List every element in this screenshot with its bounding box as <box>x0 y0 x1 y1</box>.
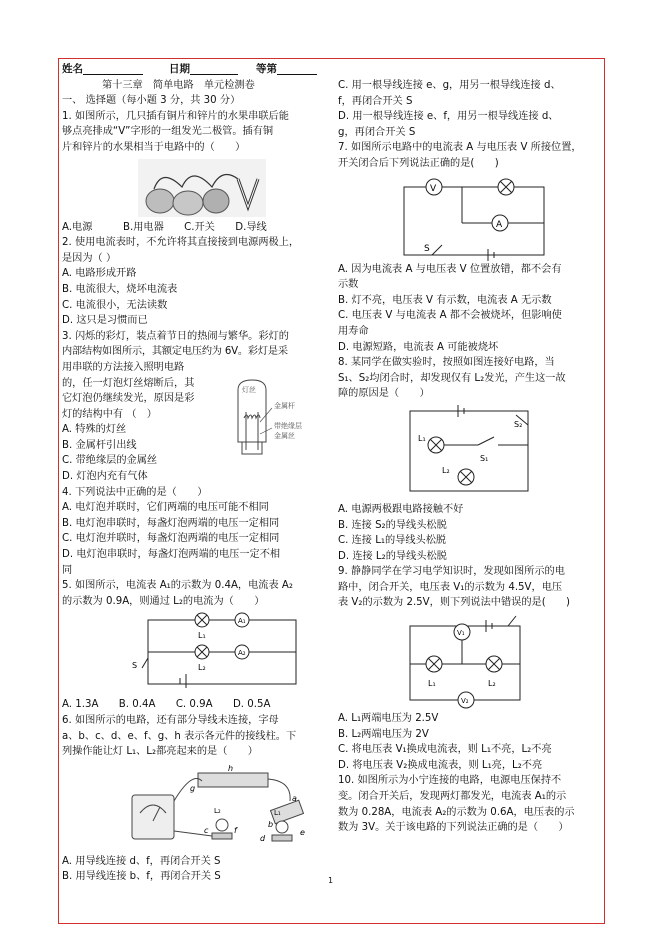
fig-label: L₁ <box>198 631 206 641</box>
q5-options: A. 1.3A B. 0.4A C. 0.9A D. 0.5A <box>62 699 271 711</box>
fig-label: 金属丝 <box>274 431 295 440</box>
fig-label: d <box>260 833 266 843</box>
q7-option: C. 电压表 V 与电流表 A 都不会被烧坏，但影响使 <box>338 310 562 322</box>
q9-option: A. L₁两端电压为 2.5V <box>338 713 439 725</box>
q8-option: D. 连接 L₂的导线头松脱 <box>338 550 447 562</box>
q10-line: 10. 如图所示为小宁连接的电路，电源电压保持不 <box>338 775 562 787</box>
q9-option: C. 将电压表 V₁换成电流表，则 L₁不亮，L₂不亮 <box>338 744 552 756</box>
q10-line: 数为 3V。关于该电路的下列说法正确的是（ ） <box>338 822 569 834</box>
q8-option: B. 连接 S₂的导线头松脱 <box>338 519 447 531</box>
fig-label: A <box>496 219 503 230</box>
fig-label: A₂ <box>238 649 246 658</box>
q8-option: A. 电源两极跟电路接触不好 <box>338 503 464 515</box>
left-column <box>62 62 330 885</box>
fig-label: A₁ <box>238 617 246 626</box>
grade-blank <box>277 62 317 75</box>
q3-option: A. 特殊的灯丝 <box>62 424 127 436</box>
fig-label: V <box>430 183 437 194</box>
q1-line: 1. 如图所示，几只插有铜片和锌片的水果串联后能 <box>62 110 289 122</box>
q6-line: a、b、c、d、e、f、g、h 表示各元件的接线柱。下 <box>62 730 297 742</box>
q6-option: B. 用导线连接 b、f，再闭合开关 S <box>62 871 221 883</box>
fig-label: f <box>234 825 237 835</box>
q6-line: 列操作能让灯 L₁、L₂都亮起来的是（ ） <box>62 746 258 758</box>
fig-label: V₁ <box>457 629 465 638</box>
q6-line: 6. 如图所示的电路，还有部分导线未连接，字母 <box>62 715 279 726</box>
q1-line: 够点亮排成“V”字形的一组发光二极管。插有铜 <box>62 126 274 138</box>
fig-label: L₂ <box>488 679 496 689</box>
q3-line: 灯的结构中有 （ ） <box>62 408 157 420</box>
q8-circuit-figure <box>338 403 603 501</box>
q6-option: f，再闭合开关 S <box>338 95 413 107</box>
fruit-battery-figure <box>62 157 330 219</box>
grade-label: 等第 <box>256 63 277 75</box>
name-blank <box>83 62 143 75</box>
q9-line: 表 V₂的示数为 2.5V，则下列说法中错误的是( ) <box>338 597 571 609</box>
q1-options: A.电源 B.用电器 C.开关 D.导线 <box>62 221 267 233</box>
right-column <box>338 62 603 836</box>
fig-label: L₁ <box>428 679 436 689</box>
q2-option: D. 这只是习惯而已 <box>62 315 148 327</box>
fig-label: a <box>292 793 297 803</box>
page-number: 1 <box>327 876 334 885</box>
section-heading: 一、 选择题（每小题 3 分，共 30 分） <box>62 95 241 107</box>
q7-line: 开关闭合后下列说法正确的是( ) <box>338 157 499 169</box>
q4-option: 同 <box>62 564 73 576</box>
q9-option: D. 将电压表 V₂换成电流表，则 L₁亮，L₂不亮 <box>338 759 543 771</box>
q6-circuit-figure <box>62 761 330 853</box>
q4-option: D. 电灯泡串联时，每盏灯泡两端的电压一定不相 <box>62 549 281 561</box>
fig-label: L₂ <box>198 663 206 673</box>
fig-label: h <box>228 763 234 773</box>
q9-circuit-figure <box>338 612 603 710</box>
q3-block <box>62 360 330 485</box>
q4-option: A. 电灯泡并联时，它们两端的电压可能不相同 <box>62 502 269 514</box>
fig-label: L₂ <box>214 806 221 815</box>
page-title: 第十三章 简单电路 单元检测卷 <box>102 79 255 91</box>
exam-header <box>62 62 330 78</box>
fig-label: S₂ <box>514 419 523 429</box>
q7-option: A. 因为电流表 A 与电压表 V 位置放错，都不会有 <box>338 263 562 275</box>
q2-option: B. 电流很大，烧坏电流表 <box>62 283 178 295</box>
q6-option: D. 用一根导线连接 e、f，用另一根导线连接 d、 <box>338 111 559 123</box>
q4-option: B. 电灯泡串联时，每盏灯泡两端的电压一定相同 <box>62 517 280 529</box>
name-label: 姓名 <box>62 63 83 75</box>
q3-line: 它灯泡仍继续发光，原因是彩 <box>62 393 195 405</box>
q8-option: C. 连接 L₁的导线头松脱 <box>338 535 447 547</box>
q3-line: 内部结构如图所示，其额定电压约为 6V。彩灯是采 <box>62 346 288 358</box>
q8-line: S₁、S₂均闭合时，却发现仅有 L₂发光，产生这一故 <box>338 372 566 384</box>
q8-line: 8. 某同学在做实验时，按照如图连接好电路，当 <box>338 357 555 369</box>
q9-line: 9. 静静同学在学习电学知识时，发现如图所示的电 <box>338 566 565 578</box>
q7-option: 用寿命 <box>338 325 369 337</box>
fig-label: V₂ <box>461 697 469 706</box>
q3-line: 用串联的方法接入照明电路 <box>62 361 185 373</box>
fig-label: 金属杆 <box>274 401 295 410</box>
q6-option: g，再闭合开关 S <box>338 126 416 138</box>
fig-label: L₂ <box>442 465 450 475</box>
q9-line: 路中，闭合开关，电压表 V₁的示数为 4.5V，电压 <box>338 581 563 593</box>
q3-option: D. 灯泡内充有气体 <box>62 471 148 483</box>
q5-line: 的示数为 0.9A，则通过 L₂的电流为（ ） <box>62 595 265 607</box>
q10-line: 变。闭合开关后，发现两灯都发光，电流表 A₁的示 <box>338 791 567 803</box>
fig-label: g <box>190 783 196 793</box>
q4-option: C. 电灯泡并联时，每盏灯泡两端的电压一定相同 <box>62 533 280 545</box>
date-blank <box>190 62 238 75</box>
fig-label: L₁ <box>274 808 281 817</box>
q7-circuit-figure <box>338 173 603 261</box>
q3-option: B. 金属杆引出线 <box>62 439 137 451</box>
fig-label: e <box>300 827 305 837</box>
q7-option: D. 电源短路，电流表 A 可能被烧坏 <box>338 341 499 353</box>
q9-option: B. L₂两端电压为 2V <box>338 728 429 740</box>
fig-label: S <box>132 661 138 671</box>
fig-label: c <box>204 825 209 835</box>
q6-option: A. 用导线连接 d、f，再闭合开关 S <box>62 855 221 867</box>
q7-option: 示数 <box>338 279 359 291</box>
fig-label: S <box>424 243 430 254</box>
q3-line: 的，任一灯泡灯丝熔断后，其 <box>62 377 195 389</box>
q2-line: 2. 使用电流表时，不允许将其直接接到电源两极上， <box>62 237 300 249</box>
q5-circuit-figure <box>62 610 330 696</box>
fig-label: L₁ <box>418 433 426 443</box>
q2-line: 是因为（ ） <box>62 252 117 264</box>
q5-line: 5. 如图所示，电流表 A₁的示数为 0.4A，电流表 A₂ <box>62 580 293 592</box>
q1-line: 片和锌片的水果相当于电路中的（ ） <box>62 141 246 153</box>
q3-option: C. 带绝缘层的金属丝 <box>62 455 158 467</box>
date-label: 日期 <box>169 63 190 75</box>
fig-label: S₁ <box>480 453 489 463</box>
fig-label: 带绝缘层 <box>274 421 302 430</box>
q2-option: C. 电流很小，无法读数 <box>62 299 168 311</box>
q4-line: 4. 下列说法中正确的是（ ） <box>62 486 208 498</box>
fig-label: 灯丝 <box>242 385 256 394</box>
q8-line: 障的原因是（ ） <box>338 388 430 400</box>
q2-option: A. 电路形成开路 <box>62 268 137 280</box>
q7-option: B. 灯不亮，电压表 V 有示数，电流表 A 无示数 <box>338 294 552 306</box>
lamp-structure-figure <box>224 378 330 458</box>
q7-line: 7. 如图所示电路中的电流表 A 与电压表 V 所接位置， <box>338 142 582 154</box>
fig-label: b <box>268 819 274 829</box>
q10-line: 数为 0.28A，电流表 A₂的示数为 0.6A，电压表的示 <box>338 806 575 818</box>
q3-line: 3. 闪烁的彩灯，装点着节日的热闹与繁华。彩灯的 <box>62 330 289 342</box>
q6-option: C. 用一根导线连接 e、g，用另一根导线连接 d、 <box>338 80 561 91</box>
